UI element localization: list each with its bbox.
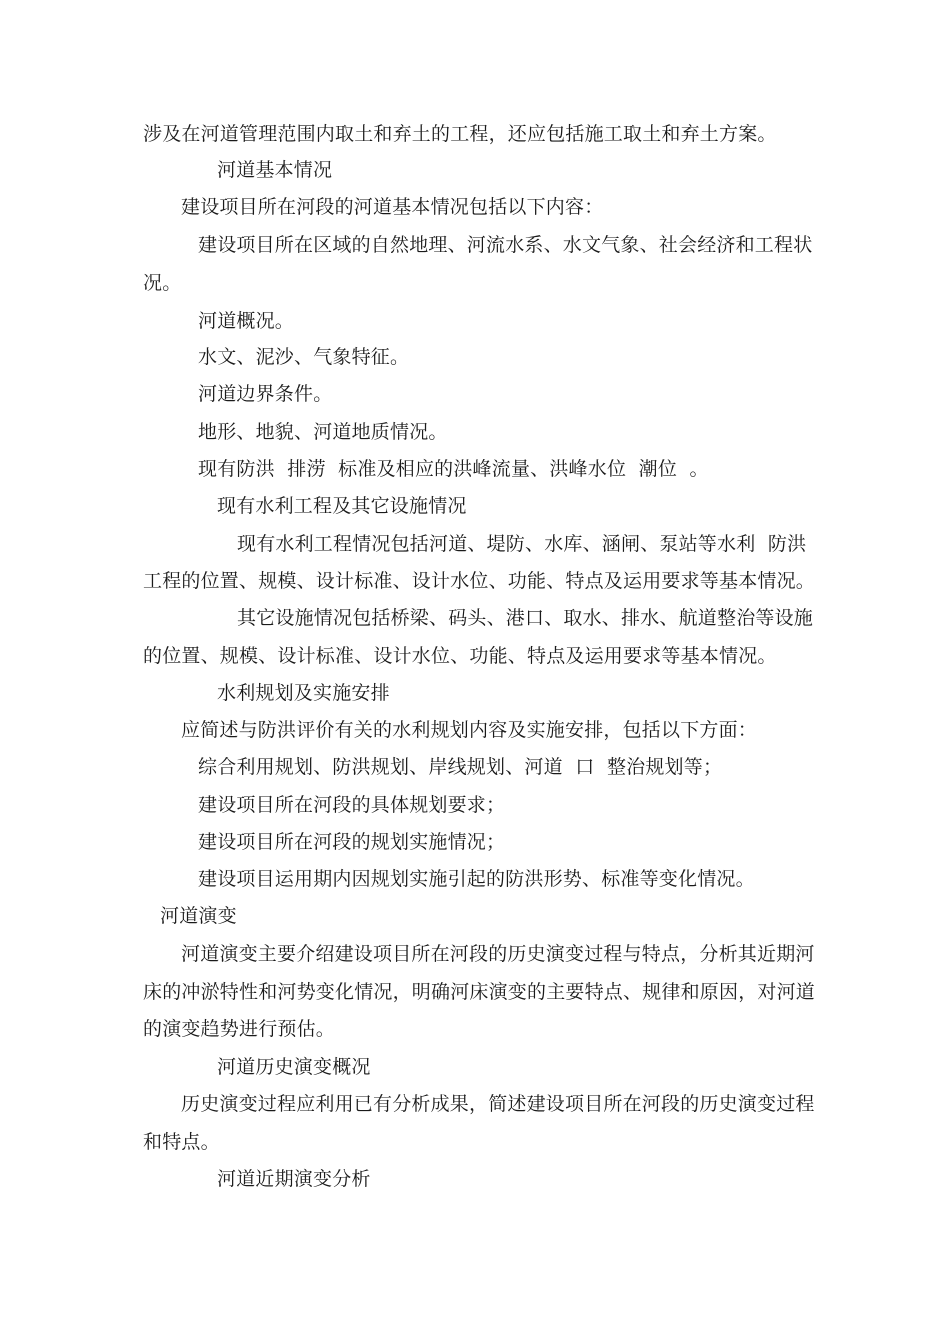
list-item: 河道边界条件。	[198, 383, 333, 405]
section-heading: 水利规划及实施安排	[217, 682, 390, 704]
body-text-line: 涉及在河道管理范围内取土和弃土的工程，还应包括施工取土和弃土方案。	[143, 123, 777, 145]
list-item: 现有防洪 排涝 标准及相应的洪峰流量、洪峰水位 潮位 。	[198, 458, 709, 480]
list-item: 水文、泥沙、气象特征。	[198, 346, 410, 368]
body-text-line: 建设项目所在河段的河道基本情况包括以下内容：	[181, 196, 604, 218]
body-text-line: 应简述与防洪评价有关的水利规划内容及实施安排，包括以下方面：	[181, 719, 758, 741]
body-text-line: 其它设施情况包括桥梁、码头、港口、取水、排水、航道整治等设施	[237, 607, 814, 629]
body-text-line: 床的冲淤特性和河势变化情况，明确河床演变的主要特点、规律和原因，对河道	[143, 981, 816, 1003]
section-heading: 河道近期演变分析	[217, 1168, 371, 1190]
section-heading: 河道历史演变概况	[217, 1056, 371, 1078]
list-item: 建设项目所在河段的具体规划要求；	[198, 794, 506, 816]
body-text-line: 况。	[143, 272, 182, 294]
body-text-line: 和特点。	[143, 1131, 220, 1153]
body-text-line: 工程的位置、规模、设计标准、设计水位、功能、特点及运用要求等基本情况。	[143, 570, 816, 592]
body-text-line: 河道演变主要介绍建设项目所在河段的历史演变过程与特点，分析其近期河	[181, 943, 815, 965]
body-text-line: 历史演变过程应利用已有分析成果，简述建设项目所在河段的历史演变过程	[181, 1093, 815, 1115]
section-heading: 河道基本情况	[217, 159, 333, 181]
list-item: 建设项目所在区域的自然地理、河流水系、水文气象、社会经济和工程状	[198, 234, 813, 256]
body-text-line: 的演变趋势进行预估。	[143, 1018, 336, 1040]
list-item: 地形、地貌、河道地质情况。	[198, 421, 448, 443]
list-item: 综合利用规划、防洪规划、岸线规划、河道 口 整治规划等；	[198, 756, 723, 778]
chapter-heading: 河道演变	[160, 905, 237, 927]
list-item: 建设项目所在河段的规划实施情况；	[198, 831, 506, 853]
section-heading: 现有水利工程及其它设施情况	[217, 495, 467, 517]
body-text-line: 现有水利工程情况包括河道、堤防、水库、涵闸、泵站等水利 防洪	[237, 533, 807, 555]
list-item: 河道概况。	[198, 310, 295, 332]
list-item: 建设项目运用期内因规划实施引起的防洪形势、标准等变化情况。	[198, 868, 755, 890]
body-text-line: 的位置、规模、设计标准、设计水位、功能、特点及运用要求等基本情况。	[143, 645, 777, 667]
